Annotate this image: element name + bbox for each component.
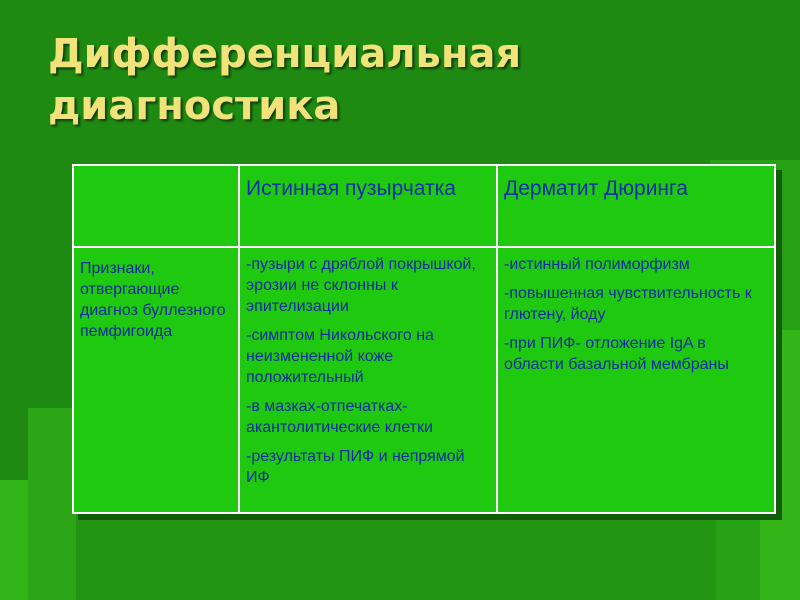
slide-title: Дифференциальная диагностика [48,31,522,129]
list-item: -симптом Никольского на неизмененной коже положительный [246,327,434,386]
row-label-cell: Признаки, отвергающие диагноз буллезного пемфигоида [73,247,239,513]
list-item: -повышенная чувствительность к глютену, йоду [504,285,752,323]
decorative-band [76,500,716,600]
comparison-table [72,164,776,514]
list-item: -истинный полиморфизм [504,256,690,273]
duhring-signs-cell [497,247,775,513]
list-item: -при ПИФ- отложение IgA в области базальной мембраны [504,335,729,373]
decorative-band [28,408,76,600]
comparison-table-container [72,164,776,514]
list-item: -в мазках-отпечатках-акантолитические клетки [246,398,433,436]
header-cell-pemphigus: Истинная пузырчатка [239,165,497,247]
list-item: -результаты ПИФ и непрямой ИФ [246,448,465,486]
pemphigus-signs-cell [239,247,497,513]
list-item: -пузыри с дряблой покрышкой, эрозии не склонны к эпителизации [246,256,476,315]
decorative-band [0,480,28,600]
table-header-row [73,165,775,247]
header-cell-empty [73,165,239,247]
table-row [73,247,775,513]
header-cell-duhring: Дерматит Дюринга [497,165,775,247]
